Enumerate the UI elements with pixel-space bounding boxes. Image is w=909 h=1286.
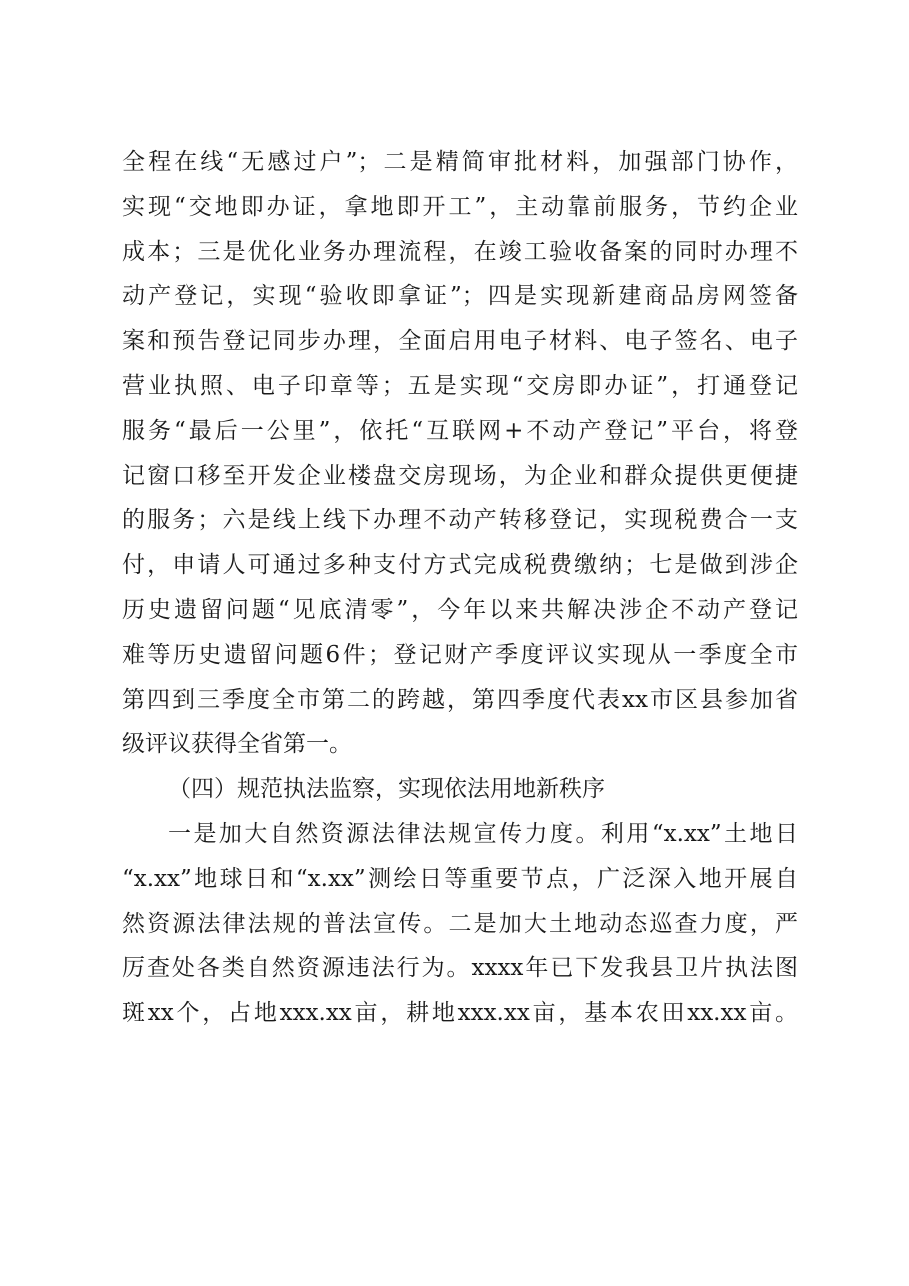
document-page bbox=[122, 140, 798, 1036]
text-line: 厉查处各类自然资源违法行为。xxxx年已下发我县卫片执法图 bbox=[122, 955, 798, 982]
text-line: 动产登记，实现“验收即拿证”；四是实现新建商品房网签备 bbox=[122, 283, 798, 310]
text-line: 服务“最后一公里”，依托“互联网+不动产登记”平台，将登 bbox=[122, 417, 798, 444]
text-line: 斑xx个，占地xxx.xx亩，耕地xxx.xx亩，基本农田xx.xx亩。 bbox=[122, 1000, 798, 1027]
text-line: 级评议获得全省第一。 bbox=[122, 731, 352, 758]
text-line: 全程在线“无感过户”；二是精简审批材料，加强部门协作， bbox=[122, 149, 798, 175]
text-line: “x.xx”地球日和“x.xx”测绘日等重要节点，广泛深入地开展自 bbox=[122, 865, 798, 892]
text-line: 一是加大自然资源法律法规宣传力度。利用“x.xx”土地日 bbox=[168, 820, 798, 847]
text-line: 成本；三是优化业务办理流程，在竣工验收备案的同时办理不 bbox=[122, 238, 798, 265]
text-line: 付，申请人可通过多种支付方式完成税费缴纳；七是做到涉企 bbox=[122, 552, 798, 579]
section-heading: （四）规范执法监察，实现依法用地新秩序 bbox=[168, 776, 605, 803]
text-line: 然资源法律法规的普法宣传。二是加大土地动态巡查力度，严 bbox=[122, 910, 798, 937]
text-line: 实现“交地即办证，拿地即开工”，主动靠前服务，节约企业 bbox=[122, 193, 798, 220]
text-line: 难等历史遗留问题6件；登记财产季度评议实现从一季度全市 bbox=[122, 641, 798, 668]
paragraph-law-enforcement bbox=[122, 812, 798, 1036]
text-line: 的服务；六是线上线下办理不动产转移登记，实现税费合一支 bbox=[122, 507, 798, 534]
text-line: 记窗口移至开发企业楼盘交房现场，为企业和群众提供更便捷 bbox=[122, 462, 798, 489]
paragraph-registration-reform bbox=[122, 140, 798, 767]
text-line: 案和预告登记同步办理，全面启用电子材料、电子签名、电子 bbox=[122, 328, 798, 355]
text-line: 营业执照、电子印章等；五是实现“交房即办证”，打通登记 bbox=[122, 372, 798, 399]
text-line: 历史遗留问题“见底清零”，今年以来共解决涉企不动产登记 bbox=[122, 596, 798, 623]
text-line: 第四到三季度全市第二的跨越，第四季度代表xx市区县参加省 bbox=[122, 686, 798, 713]
